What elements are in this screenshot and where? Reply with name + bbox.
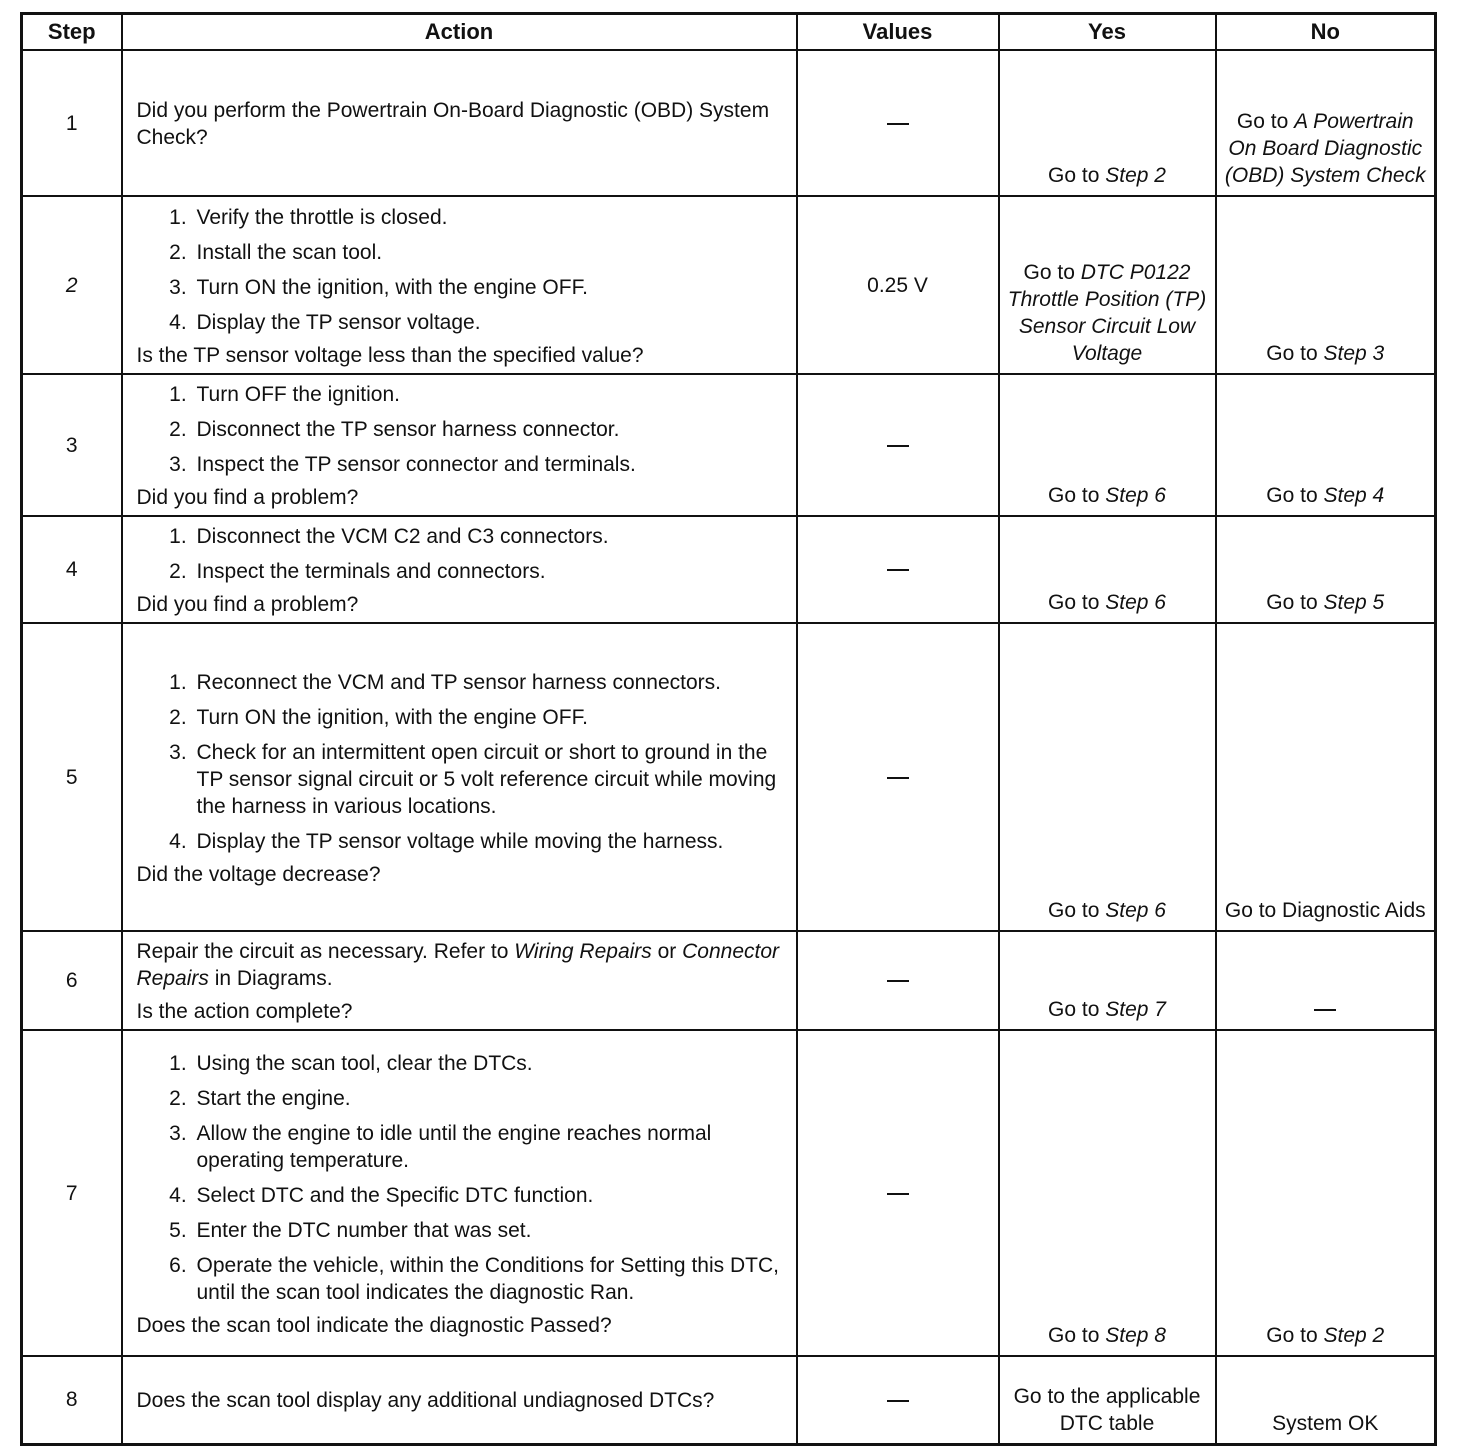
table-row <box>22 1030 1436 1356</box>
value-dash <box>887 445 909 447</box>
action-cell <box>122 516 797 623</box>
no-cell <box>1216 50 1436 196</box>
no-ref: Step 3 <box>1323 342 1385 365</box>
action-steps <box>137 523 788 585</box>
header-row <box>22 14 1436 51</box>
action-cell <box>122 1356 797 1444</box>
action-cell <box>122 931 797 1030</box>
value-dash <box>887 1400 909 1402</box>
step-number: 7 <box>22 1030 122 1356</box>
yes-text: Go to <box>1048 484 1106 507</box>
header-step: Step <box>22 14 122 51</box>
value-cell <box>797 1030 999 1356</box>
value-dash <box>887 569 909 571</box>
yes-text: Go to <box>1048 998 1106 1021</box>
value-cell <box>797 623 999 931</box>
header-action: Action <box>122 14 797 51</box>
no-cell <box>1216 1356 1436 1444</box>
value-cell <box>797 931 999 1030</box>
no-text: Go to <box>1266 342 1324 365</box>
no-cell <box>1216 196 1436 374</box>
action-step: 1. Disconnect the VCM C2 and C3 connectors. <box>193 523 788 550</box>
value-cell: 0.25 V <box>797 196 999 374</box>
step-number: 2 <box>22 196 122 374</box>
action-step: 4. Select DTC and the Specific DTC function. <box>193 1182 788 1209</box>
yes-cell <box>999 931 1216 1030</box>
action-step: 2. Turn ON the ignition, with the engine OFF. <box>193 704 788 731</box>
action-step: 1. Verify the throttle is closed. <box>193 204 788 231</box>
action-question: Does the scan tool indicate the diagnostic Passed? <box>136 1313 612 1337</box>
table-row <box>22 623 1436 931</box>
yes-text: Go to <box>1048 899 1106 922</box>
action-cell <box>122 1030 797 1356</box>
step-number: 4 <box>22 516 122 623</box>
no-text: Go to Diagnostic Aids <box>1224 899 1426 922</box>
value-cell <box>797 516 999 623</box>
yes-cell <box>999 196 1216 374</box>
action-question: Did the voltage decrease? <box>136 862 381 886</box>
action-text: Repair the circuit as necessary. Refer to <box>136 940 515 963</box>
no-cell <box>1216 516 1436 623</box>
action-step: 3. Allow the engine to idle until the engine reaches normal operating temperature. <box>193 1120 788 1174</box>
action-question: Did you find a problem? <box>136 486 359 509</box>
action-step: 4. Display the TP sensor voltage. <box>193 309 788 336</box>
table-body <box>22 50 1436 1444</box>
step-number: 8 <box>22 1356 122 1444</box>
no-cell <box>1216 623 1436 931</box>
no-cell <box>1216 374 1436 516</box>
yes-cell <box>999 623 1216 931</box>
value-dash <box>887 980 909 982</box>
no-text: Go to <box>1266 591 1324 614</box>
value-dash <box>887 123 909 125</box>
action-step: 1. Using the scan tool, clear the DTCs. <box>193 1050 788 1077</box>
reference-link: Wiring Repairs <box>514 940 652 963</box>
action-step: 2. Inspect the terminals and connectors. <box>193 558 788 585</box>
no-dash <box>1314 1009 1336 1011</box>
action-cell <box>122 623 797 931</box>
action-step: 1. Reconnect the VCM and TP sensor harness connectors. <box>193 669 788 696</box>
yes-cell <box>999 50 1216 196</box>
action-lead: Does the scan tool display any additional undiagnosed DTCs? <box>136 1389 715 1413</box>
action-step: 5. Enter the DTC number that was set. <box>193 1217 788 1244</box>
yes-text: Go to <box>1023 261 1081 284</box>
action-lead <box>137 938 788 992</box>
diagnostic-table <box>20 12 1437 1446</box>
table-row <box>22 931 1436 1030</box>
yes-text: Go to <box>1048 591 1106 614</box>
no-text: Go to <box>1266 484 1324 507</box>
no-text: Go to <box>1266 1324 1324 1347</box>
step-number: 6 <box>22 931 122 1030</box>
action-steps <box>137 381 788 478</box>
action-step: 2. Disconnect the TP sensor harness connector. <box>193 416 788 443</box>
no-text: Go to <box>1236 110 1295 133</box>
step-number: 1 <box>22 50 122 196</box>
yes-cell <box>999 1356 1216 1444</box>
action-step: 4. Display the TP sensor voltage while moving the harness. <box>193 828 788 855</box>
header-values: Values <box>797 14 999 51</box>
action-step: 3. Inspect the TP sensor connector and terminals. <box>193 451 788 478</box>
value-dash <box>887 777 909 779</box>
yes-ref: Step 6 <box>1105 591 1166 614</box>
yes-ref: Step 6 <box>1105 484 1166 507</box>
yes-ref: Step 7 <box>1105 998 1166 1021</box>
yes-ref: DTC P0122 Throttle Position (TP) Sensor Circuit Low Voltage <box>1007 261 1207 365</box>
action-cell <box>122 374 797 516</box>
header-yes: Yes <box>999 14 1216 51</box>
action-step: 6. Operate the vehicle, within the Conditions for Setting this DTC, until the scan tool indicates the diagnostic Ran. <box>193 1252 788 1306</box>
action-cell <box>122 50 797 196</box>
no-cell <box>1216 931 1436 1030</box>
action-question: Did you find a problem? <box>136 593 359 616</box>
no-ref: Step 4 <box>1323 484 1385 507</box>
value-cell <box>797 1356 999 1444</box>
action-step: 3. Turn ON the ignition, with the engine OFF. <box>193 274 788 301</box>
table-row <box>22 1356 1436 1444</box>
value-cell <box>797 50 999 196</box>
action-lead: Did you perform the Powertrain On-Board Diagnostic (OBD) System Check? <box>136 99 770 149</box>
value-dash <box>887 1193 909 1195</box>
yes-ref: Step 2 <box>1105 164 1166 187</box>
step-number: 5 <box>22 623 122 931</box>
action-step: 2. Start the engine. <box>193 1085 788 1112</box>
action-step: 3. Check for an intermittent open circuit or short to ground in the TP sensor signal circuit or 5 volt reference circuit while moving the harness in various locations. <box>193 739 788 820</box>
action-step: 1. Turn OFF the ignition. <box>193 381 788 408</box>
yes-text: Go to <box>1048 1324 1106 1347</box>
header-no: No <box>1216 14 1436 51</box>
table-row <box>22 50 1436 196</box>
yes-cell <box>999 1030 1216 1356</box>
yes-text: Go to <box>1048 164 1106 187</box>
action-text: or <box>651 940 683 963</box>
table-row <box>22 196 1436 374</box>
action-steps <box>137 669 788 855</box>
action-text: in Diagrams. <box>208 967 333 990</box>
no-cell <box>1216 1030 1436 1356</box>
action-step: 2. Install the scan tool. <box>193 239 788 266</box>
action-question: Is the action complete? <box>136 1000 353 1023</box>
reference-link: Connector Repairs <box>136 940 780 990</box>
no-ref: Step 2 <box>1323 1324 1385 1347</box>
yes-ref: Step 8 <box>1105 1324 1166 1347</box>
no-text: System OK <box>1272 1411 1379 1435</box>
action-steps <box>137 1050 788 1306</box>
yes-ref: Step 6 <box>1105 899 1166 922</box>
action-cell <box>122 196 797 374</box>
table-row <box>22 374 1436 516</box>
yes-cell <box>999 374 1216 516</box>
yes-text: Go to the applicable DTC table <box>1013 1384 1201 1435</box>
yes-cell <box>999 516 1216 623</box>
value-cell <box>797 374 999 516</box>
table-row <box>22 516 1436 623</box>
action-question: Is the TP sensor voltage less than the specified value? <box>136 343 644 367</box>
step-number: 3 <box>22 374 122 516</box>
action-steps <box>137 204 788 336</box>
no-ref: Step 5 <box>1323 591 1385 614</box>
no-ref: A Powertrain On Board Diagnostic (OBD) System Check <box>1224 110 1426 187</box>
